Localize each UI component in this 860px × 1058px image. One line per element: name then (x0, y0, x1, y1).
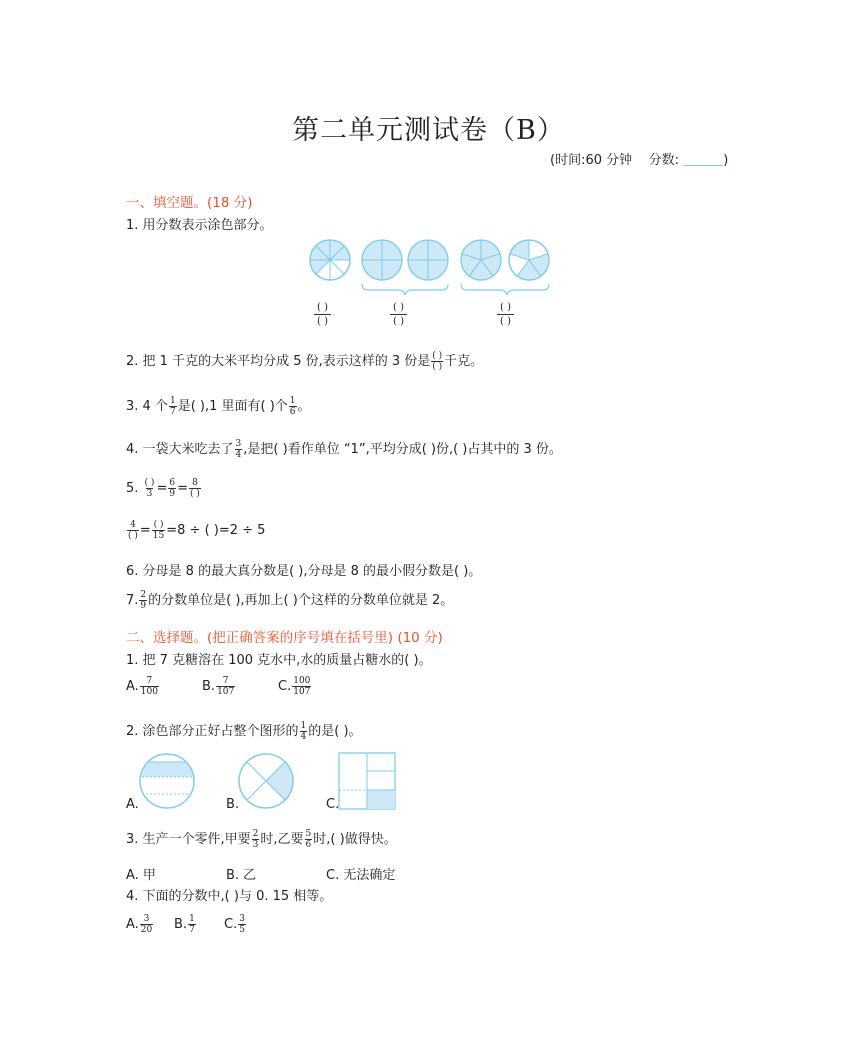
circle-fifths-full (461, 240, 501, 280)
s1-q5-fraction-1[interactable]: $\frac{( )}{3}$ (144, 478, 155, 499)
s2-q2-figure-a (138, 752, 198, 812)
s1-q5-line1: 5. $\frac{( )}{3}$ = $\frac{6}{9}$ = $\frac{8}{( )}$ (126, 478, 200, 499)
fraction: $\frac{1}{7}$ (169, 396, 176, 417)
s2-q2-text: 2. 涂色部分正好占整个图形的 $\frac{1}{4}$ 的是( )。 (126, 721, 362, 742)
s1-q7: 7. $\frac{2}{9}$ 的分数单位是( ),再加上( )个这样的分数单位就是 2。 (126, 590, 454, 611)
score-label: 分数: (648, 153, 680, 168)
s1-q1-answer-3[interactable]: ( ) ( ) (497, 301, 514, 328)
s2-q4-option-c[interactable]: C. $\frac{3}{5}$ (224, 914, 245, 935)
s1-q3: 3. 4 个 $\frac{1}{7}$ 是( ),1 里面有( )个 $\frac{1}{6}$ 。 (126, 396, 311, 417)
score-blank[interactable] (683, 165, 723, 166)
circle-quarters-full (362, 240, 402, 280)
s2-q1-option-c[interactable]: C. $\frac{100}{107}$ (278, 676, 311, 697)
s1-q2: 2. 把 1 千克的大米平均分成 5 份,表示这样的 3 份是 $\frac{( )}{( )}$ 千克。 (126, 351, 484, 372)
s1-q2-blank-fraction[interactable]: $\frac{( )}{( )}$ (432, 351, 443, 372)
s2-q3-option-a[interactable]: A. 甲 (126, 868, 156, 883)
circle-fifths-partial (509, 240, 549, 280)
s2-q2-option-c[interactable]: C. (326, 797, 340, 812)
s2-q3-option-c[interactable]: C. 无法确定 (326, 868, 396, 883)
section2-heading: 二、选择题。(把正确答案的序号填在括号里) (10 分) (126, 630, 443, 646)
fraction: $\frac{6}{9}$ (169, 478, 176, 499)
fraction: $\frac{1}{6}$ (289, 396, 296, 417)
s1-q1-answer-2[interactable]: ( ) ( ) (390, 301, 407, 328)
s2-q4-text: 4. 下面的分数中,( )与 0. 15 相等。 (126, 889, 333, 904)
exam-meta (550, 149, 728, 168)
circle-eighths (310, 240, 350, 280)
page-title: 第二单元测试卷（B） (292, 115, 565, 146)
s2-q1-option-b[interactable]: B. $\frac{7}{107}$ (202, 676, 235, 697)
fraction: $\frac{2}{9}$ (140, 590, 147, 611)
s2-q1-option-a[interactable]: A. $\frac{7}{100}$ (126, 676, 158, 697)
time-label: (时间:60 分钟 (550, 153, 633, 168)
s1-q1-text: 1. 用分数表示涂色部分。 (126, 218, 273, 233)
s2-q1-text: 1. 把 7 克糖溶在 100 克水中,水的质量占糖水的( )。 (126, 653, 432, 668)
s2-q2-option-b[interactable]: B. (226, 797, 240, 812)
s1-q4: 4. 一袋大米吃去了 $\frac{3}{4}$ ,是把( )看作单位 “1”,平均分成( )份,( )占其中的 3 份。 (126, 439, 562, 460)
s1-q5-fraction-5[interactable]: $\frac{( )}{15}$ (152, 520, 165, 541)
circle-quarters-partial (408, 240, 448, 280)
s2-q4-option-b[interactable]: B. $\frac{1}{7}$ (174, 914, 195, 935)
s1-q5-line2: $\frac{4}{( )}$ = $\frac{( )}{15}$ =8 ÷ ( )=2 ÷ 5 (128, 520, 266, 541)
s2-q2-figure-b (237, 752, 297, 812)
s1-q5-fraction-3[interactable]: $\frac{8}{( )}$ (189, 478, 200, 499)
section1-heading: 一、填空题。(18 分) (126, 195, 253, 211)
s1-q6: 6. 分母是 8 的最大真分数是( ),分母是 8 的最小假分数是( )。 (126, 564, 482, 579)
s2-q4-option-a[interactable]: A. $\frac{3}{20}$ (126, 914, 153, 935)
s2-q2-figure-c (338, 752, 398, 812)
fraction: $\frac{3}{4}$ (235, 439, 242, 460)
s1-q1-answer-1[interactable]: ( ) ( ) (314, 301, 331, 328)
s2-q3-text: 3. 生产一个零件,甲要 $\frac{2}{3}$ 时,乙要 $\frac{5}{6}$ 时,( )做得快。 (126, 829, 397, 850)
s2-q2-option-a[interactable]: A. (126, 797, 139, 812)
s1-q1-figures (300, 232, 560, 332)
meta-close: ) (723, 153, 729, 168)
s1-q5-fraction-4[interactable]: $\frac{4}{( )}$ (128, 520, 138, 541)
s2-q3-option-b[interactable]: B. 乙 (226, 868, 257, 883)
